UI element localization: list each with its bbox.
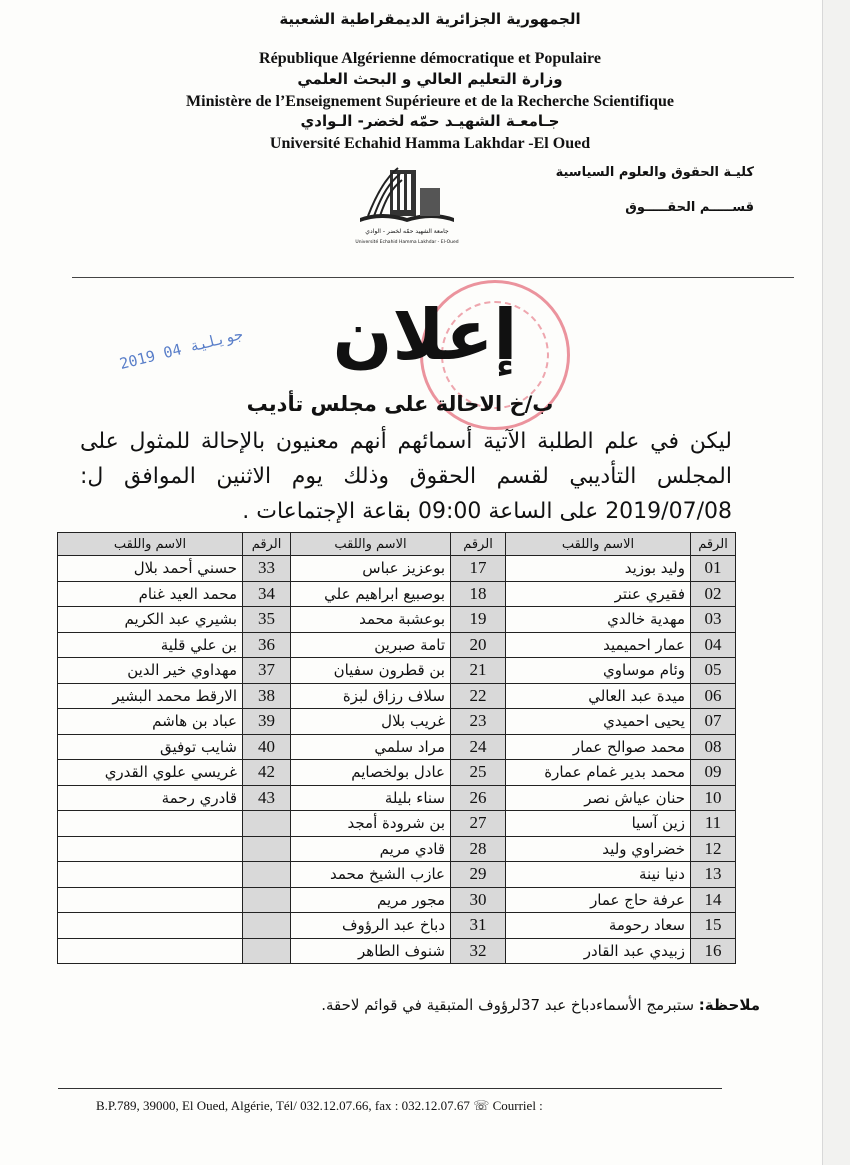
student-number: 15 — [691, 913, 736, 939]
student-number: 20 — [451, 632, 506, 658]
student-number: 11 — [691, 811, 736, 837]
student-name: الارقط محمد البشير — [58, 683, 243, 709]
header-republic-ar: الجمهورية الجزائرية الديمقراطية الشعبية — [279, 10, 581, 28]
student-name: دنيا نينة — [506, 862, 691, 888]
student-name: يحيى احميدي — [506, 709, 691, 735]
student-name: قادري رحمة — [58, 785, 243, 811]
paragraph-line-1: ليكن في علم الطلبة الآتية أسمائهم أنهم معنيون بالإحالة للمثول على — [80, 429, 732, 454]
student-number: 01 — [691, 556, 736, 582]
student-name: مهداوي خير الدين — [58, 658, 243, 684]
header-ministry-fr: Ministère de l’Enseignement Supérieure et de la Recherche Scientifique — [186, 93, 674, 110]
table-row — [58, 938, 736, 964]
paragraph-line-3: 2019/07/08 على الساعة 09:00 بقاعة الإجتماعات . — [242, 499, 732, 524]
student-number: 21 — [451, 658, 506, 684]
student-name: غريب بلال — [291, 709, 451, 735]
student-number: 38 — [243, 683, 291, 709]
student-number: 02 — [691, 581, 736, 607]
student-name: عرفة حاج عمار — [506, 887, 691, 913]
student-name — [58, 862, 243, 888]
student-number: 32 — [451, 938, 506, 964]
footer-divider — [58, 1088, 722, 1089]
table-row — [58, 683, 736, 709]
student-number: 31 — [451, 913, 506, 939]
student-name: مراد سلمي — [291, 734, 451, 760]
student-number: 42 — [243, 760, 291, 786]
student-number: 06 — [691, 683, 736, 709]
student-name — [58, 836, 243, 862]
paragraph-line-2: المجلس التأديبي لقسم الحقوق وذلك يوم الاثنين الموافق ل: — [80, 464, 732, 489]
footer-contact: B.P.789, 39000, El Oued, Algérie, Tél/ 032.12.07.66, fax : 032.12.07.67 ☏ Courriel : — [96, 1098, 543, 1113]
students-table — [57, 532, 736, 964]
student-name: زبيدي عبد القادر — [506, 938, 691, 964]
student-name: ميدة عبد العالي — [506, 683, 691, 709]
table-row — [58, 607, 736, 633]
student-name: محمد العيد غنام — [58, 581, 243, 607]
student-number: 07 — [691, 709, 736, 735]
student-name: زين آسيا — [506, 811, 691, 837]
student-number: 39 — [243, 709, 291, 735]
student-name: عباد بن هاشم — [58, 709, 243, 735]
student-name: محمد بدير غمام عمارة — [506, 760, 691, 786]
student-number: 28 — [451, 836, 506, 862]
student-name — [58, 887, 243, 913]
student-number: 08 — [691, 734, 736, 760]
student-name: حسني أحمد بلال — [58, 556, 243, 582]
date-stamp: 2019 جويلية 04 — [117, 324, 245, 374]
student-number — [243, 887, 291, 913]
table-row — [58, 709, 736, 735]
student-name: تامة صبرين — [291, 632, 451, 658]
table-row — [58, 760, 736, 786]
student-name: فقيري عنتر — [506, 581, 691, 607]
header-num: الرقم — [243, 533, 291, 556]
student-number: 09 — [691, 760, 736, 786]
table-row — [58, 913, 736, 939]
student-number: 37 — [243, 658, 291, 684]
student-name: غريسي علوي القدري — [58, 760, 243, 786]
student-name: خضراوي وليد — [506, 836, 691, 862]
student-number — [243, 836, 291, 862]
student-number: 14 — [691, 887, 736, 913]
table-row — [58, 658, 736, 684]
student-number — [243, 938, 291, 964]
student-number: 35 — [243, 607, 291, 633]
header-university-fr: Université Echahid Hamma Lakhdar -El Oued — [269, 135, 591, 152]
table-row — [58, 785, 736, 811]
student-name: بوعزيز عباس — [291, 556, 451, 582]
student-number: 12 — [691, 836, 736, 862]
student-name — [58, 938, 243, 964]
student-name: عازب الشيخ محمد — [291, 862, 451, 888]
student-number — [243, 913, 291, 939]
student-name: بوعشبة محمد — [291, 607, 451, 633]
student-name: قادي مريم — [291, 836, 451, 862]
table-row — [58, 734, 736, 760]
student-name: عادل بولخصايم — [291, 760, 451, 786]
student-name: بن شرودة أمجد — [291, 811, 451, 837]
logo-caption-ar: جامعة الشهيد حمّه لخضر - الوادي — [365, 228, 449, 235]
header-university-ar: جـامعـة الشهيـد حمّه لخضر- الـوادي — [300, 112, 560, 130]
table-header-row — [58, 533, 736, 556]
department-name: قســـــم الحقـــــوق — [625, 200, 754, 215]
student-number — [243, 862, 291, 888]
student-number: 22 — [451, 683, 506, 709]
faculty-name: كليـة الحقوق والعلوم السياسية — [555, 165, 754, 180]
student-name: حنان عياش نصر — [506, 785, 691, 811]
note-label: ملاحظة: — [698, 996, 760, 1014]
student-number: 26 — [451, 785, 506, 811]
note-text: ستبرمج الأسماءدباخ عبد 37لرؤوف المتبقية في قوائم لاحقة. — [321, 996, 695, 1014]
student-number: 13 — [691, 862, 736, 888]
logo-caption-fr: Université Echahid Hamma Lakhdar - El-Oued — [355, 240, 459, 245]
header-num: الرقم — [451, 533, 506, 556]
student-name: بشيري عبد الكريم — [58, 607, 243, 633]
student-name: سناء بليلة — [291, 785, 451, 811]
student-name: مجور مريم — [291, 887, 451, 913]
student-name: بوصبيع ابراهيم علي — [291, 581, 451, 607]
student-number: 30 — [451, 887, 506, 913]
student-number: 18 — [451, 581, 506, 607]
table-row — [58, 836, 736, 862]
table-row — [58, 581, 736, 607]
student-number: 25 — [451, 760, 506, 786]
student-number: 23 — [451, 709, 506, 735]
header-num: الرقم — [691, 533, 736, 556]
university-logo — [352, 158, 462, 248]
table-row — [58, 811, 736, 837]
student-name: وئام موساوي — [506, 658, 691, 684]
student-number: 19 — [451, 607, 506, 633]
student-number — [243, 811, 291, 837]
student-number: 34 — [243, 581, 291, 607]
table-row — [58, 862, 736, 888]
student-number: 36 — [243, 632, 291, 658]
student-name: شنوف الطاهر — [291, 938, 451, 964]
student-number: 16 — [691, 938, 736, 964]
table-row — [58, 556, 736, 582]
header-divider — [72, 277, 794, 278]
table-row — [58, 632, 736, 658]
student-number: 03 — [691, 607, 736, 633]
student-name: شايب توفيق — [58, 734, 243, 760]
student-name: سعاد رحومة — [506, 913, 691, 939]
student-name: عمار احميميد — [506, 632, 691, 658]
student-name: دباخ عبد الرؤوف — [291, 913, 451, 939]
header-republic-fr: République Algérienne démocratique et Populaire — [259, 50, 601, 67]
student-name: سلاف رزاق لبزة — [291, 683, 451, 709]
student-number: 29 — [451, 862, 506, 888]
header-name: الاسم واللقب — [291, 533, 451, 556]
student-name: محمد صوالح عمار — [506, 734, 691, 760]
student-name — [58, 811, 243, 837]
student-number: 04 — [691, 632, 736, 658]
student-name: بن علي قلية — [58, 632, 243, 658]
announcement-title: إعلان — [332, 294, 518, 376]
student-number: 27 — [451, 811, 506, 837]
student-name: مهدية خالدي — [506, 607, 691, 633]
header-ministry-ar: وزارة التعليم العالي و البحث العلمي — [297, 70, 563, 88]
student-name — [58, 913, 243, 939]
student-number: 10 — [691, 785, 736, 811]
student-number: 05 — [691, 658, 736, 684]
table-row — [58, 887, 736, 913]
student-name: بن قطرون سفيان — [291, 658, 451, 684]
student-number: 24 — [451, 734, 506, 760]
page-edge — [822, 0, 850, 1165]
student-number: 43 — [243, 785, 291, 811]
header-name: الاسم واللقب — [58, 533, 243, 556]
student-number: 33 — [243, 556, 291, 582]
student-number: 40 — [243, 734, 291, 760]
student-name: وليد بوزيد — [506, 556, 691, 582]
header-name: الاسم واللقب — [506, 533, 691, 556]
note — [321, 996, 760, 1014]
announcement-subtitle: ب/خ الاحالة على مجلس تأديب — [246, 392, 554, 416]
student-number: 17 — [451, 556, 506, 582]
